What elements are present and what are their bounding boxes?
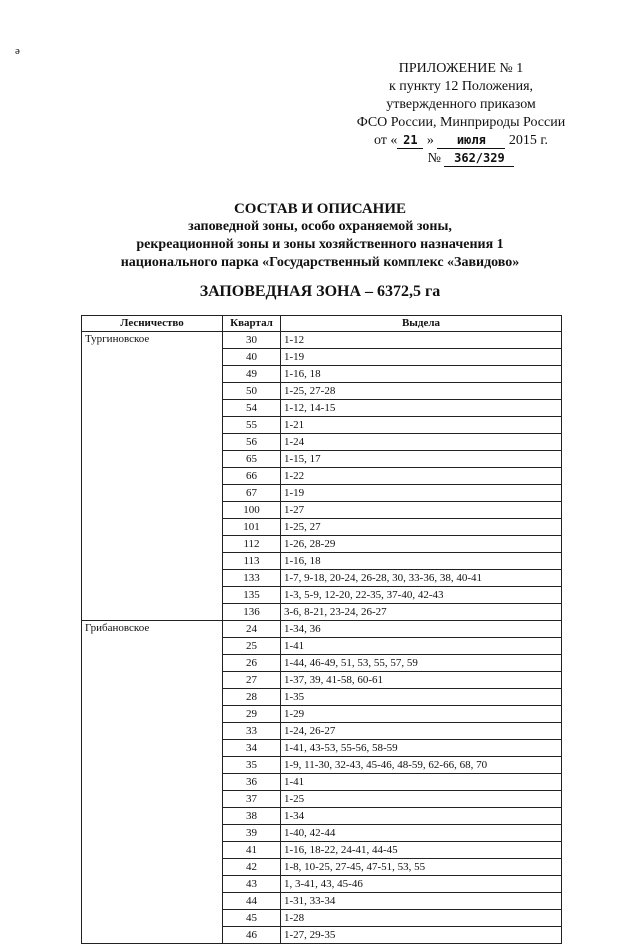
vydela-cell: 1-12, 14-15 xyxy=(281,400,562,417)
kvartal-cell: 101 xyxy=(223,519,281,536)
vydela-cell: 1-37, 39, 41-58, 60-61 xyxy=(281,672,562,689)
date-mid: » xyxy=(426,133,434,148)
zone-heading: ЗАПОВЕДНАЯ ЗОНА – 6372,5 га xyxy=(199,283,441,300)
vydela-cell: 1-7, 9-18, 20-24, 26-28, 30, 33-36, 38, 40-41 xyxy=(281,570,562,587)
title-main: СОСТАВ И ОПИСАНИЕ xyxy=(233,201,407,217)
kvartal-cell: 49 xyxy=(223,366,281,383)
vydela-cell: 1-29 xyxy=(281,706,562,723)
kvartal-cell: 33 xyxy=(223,723,281,740)
kvartal-cell: 37 xyxy=(223,791,281,808)
vydela-cell: 1-25, 27 xyxy=(281,519,562,536)
vydela-cell: 1-41 xyxy=(281,774,562,791)
header-vydela: Выдела xyxy=(281,316,562,332)
kvartal-cell: 55 xyxy=(223,417,281,434)
vydela-cell: 1-15, 17 xyxy=(281,451,562,468)
kvartal-cell: 133 xyxy=(223,570,281,587)
kvartal-cell: 43 xyxy=(223,876,281,893)
vydela-cell: 1-25, 27-28 xyxy=(281,383,562,400)
kvartal-cell: 24 xyxy=(223,621,281,638)
kvartal-cell: 41 xyxy=(223,842,281,859)
vydela-cell: 1-25 xyxy=(281,791,562,808)
vydela-cell: 1-19 xyxy=(281,349,562,366)
kvartal-cell: 65 xyxy=(223,451,281,468)
header-kvartal: Квартал xyxy=(223,316,281,332)
kvartal-cell: 100 xyxy=(223,502,281,519)
vydela-cell: 1-8, 10-25, 27-45, 47-51, 53, 55 xyxy=(281,859,562,876)
vydela-cell: 1-19 xyxy=(281,485,562,502)
appendix-title: ПРИЛОЖЕНИЕ № 1 xyxy=(398,61,524,76)
appendix-number xyxy=(330,150,592,168)
kvartal-cell: 135 xyxy=(223,587,281,604)
appendix-approved: утвержденного приказом xyxy=(386,97,536,112)
kvartal-cell: 26 xyxy=(223,655,281,672)
date-year: 2015 г. xyxy=(508,133,549,148)
lesnichestvo-cell: Тургиновское xyxy=(82,332,223,621)
vydela-cell: 1-21 xyxy=(281,417,562,434)
vydela-cell: 1-41, 43-53, 55-56, 58-59 xyxy=(281,740,562,757)
kvartal-cell: 27 xyxy=(223,672,281,689)
order-number: 362/329 xyxy=(444,151,514,167)
kvartal-cell: 25 xyxy=(223,638,281,655)
vydela-cell: 1-24 xyxy=(281,434,562,451)
vydela-cell: 1-24, 26-27 xyxy=(281,723,562,740)
kvartal-cell: 54 xyxy=(223,400,281,417)
table-body xyxy=(82,332,562,944)
vydela-cell: 1-16, 18 xyxy=(281,553,562,570)
kvartal-cell: 38 xyxy=(223,808,281,825)
kvartal-cell: 40 xyxy=(223,349,281,366)
kvartal-cell: 46 xyxy=(223,927,281,944)
table-header-row xyxy=(82,316,562,332)
vydela-cell: 1-28 xyxy=(281,910,562,927)
date-month: июля xyxy=(437,133,505,149)
appendix-date xyxy=(330,132,592,150)
vydela-cell: 1-31, 33-34 xyxy=(281,893,562,910)
vydela-cell: 1-16, 18 xyxy=(281,366,562,383)
title-line-4: национального парка «Государственный комплекс «Завидово» xyxy=(120,255,520,270)
lesnichestvo-cell: Грибановское xyxy=(82,621,223,944)
kvartal-cell: 28 xyxy=(223,689,281,706)
vydela-cell: 1-12 xyxy=(281,332,562,349)
header-lesnichestvo: Лесничество xyxy=(82,316,223,332)
kvartal-cell: 56 xyxy=(223,434,281,451)
vydela-cell: 3-6, 8-21, 23-24, 26-27 xyxy=(281,604,562,621)
vydela-cell: 1-26, 28-29 xyxy=(281,536,562,553)
vydela-cell: 1, 3-41, 43, 45-46 xyxy=(281,876,562,893)
vydela-cell: 1-27, 29-35 xyxy=(281,927,562,944)
vydela-cell: 1-35 xyxy=(281,689,562,706)
table-row xyxy=(82,332,562,349)
vydela-cell: 1-27 xyxy=(281,502,562,519)
kvartal-cell: 36 xyxy=(223,774,281,791)
vydela-cell: 1-16, 18-22, 24-41, 44-45 xyxy=(281,842,562,859)
kvartal-cell: 67 xyxy=(223,485,281,502)
kvartal-cell: 44 xyxy=(223,893,281,910)
appendix-block xyxy=(330,60,592,168)
vydela-cell: 1-41 xyxy=(281,638,562,655)
vydela-cell: 1-40, 42-44 xyxy=(281,825,562,842)
appendix-authorities: ФСО России, Минприроды России xyxy=(356,115,566,130)
kvartal-cell: 29 xyxy=(223,706,281,723)
kvartal-cell: 34 xyxy=(223,740,281,757)
kvartal-cell: 45 xyxy=(223,910,281,927)
vydela-cell: 1-9, 11-30, 32-43, 45-46, 48-59, 62-66, 68, 70 xyxy=(281,757,562,774)
kvartal-cell: 30 xyxy=(223,332,281,349)
kvartal-cell: 112 xyxy=(223,536,281,553)
title-line-3: рекреационной зоны и зоны хозяйственного назначения 1 xyxy=(136,237,504,252)
vydela-cell: 1-3, 5-9, 12-20, 22-35, 37-40, 42-43 xyxy=(281,587,562,604)
vydela-cell: 1-34 xyxy=(281,808,562,825)
vydela-cell: 1-44, 46-49, 51, 53, 55, 57, 59 xyxy=(281,655,562,672)
title-line-2: заповедной зоны, особо охраняемой зоны, xyxy=(188,219,452,234)
kvartal-cell: 42 xyxy=(223,859,281,876)
kvartal-cell: 50 xyxy=(223,383,281,400)
kvartal-cell: 39 xyxy=(223,825,281,842)
vydela-cell: 1-22 xyxy=(281,468,562,485)
table-row xyxy=(82,621,562,638)
kvartal-cell: 66 xyxy=(223,468,281,485)
zone-table xyxy=(81,315,562,944)
vydela-cell: 1-34, 36 xyxy=(281,621,562,638)
kvartal-cell: 136 xyxy=(223,604,281,621)
number-sign: № xyxy=(427,151,441,166)
date-day: 21 xyxy=(397,133,423,149)
kvartal-cell: 113 xyxy=(223,553,281,570)
document-title xyxy=(80,200,560,272)
appendix-clause: к пункту 12 Положения, xyxy=(388,79,534,94)
corner-mark: ә xyxy=(15,45,20,57)
kvartal-cell: 35 xyxy=(223,757,281,774)
date-prefix: от « xyxy=(373,133,398,148)
